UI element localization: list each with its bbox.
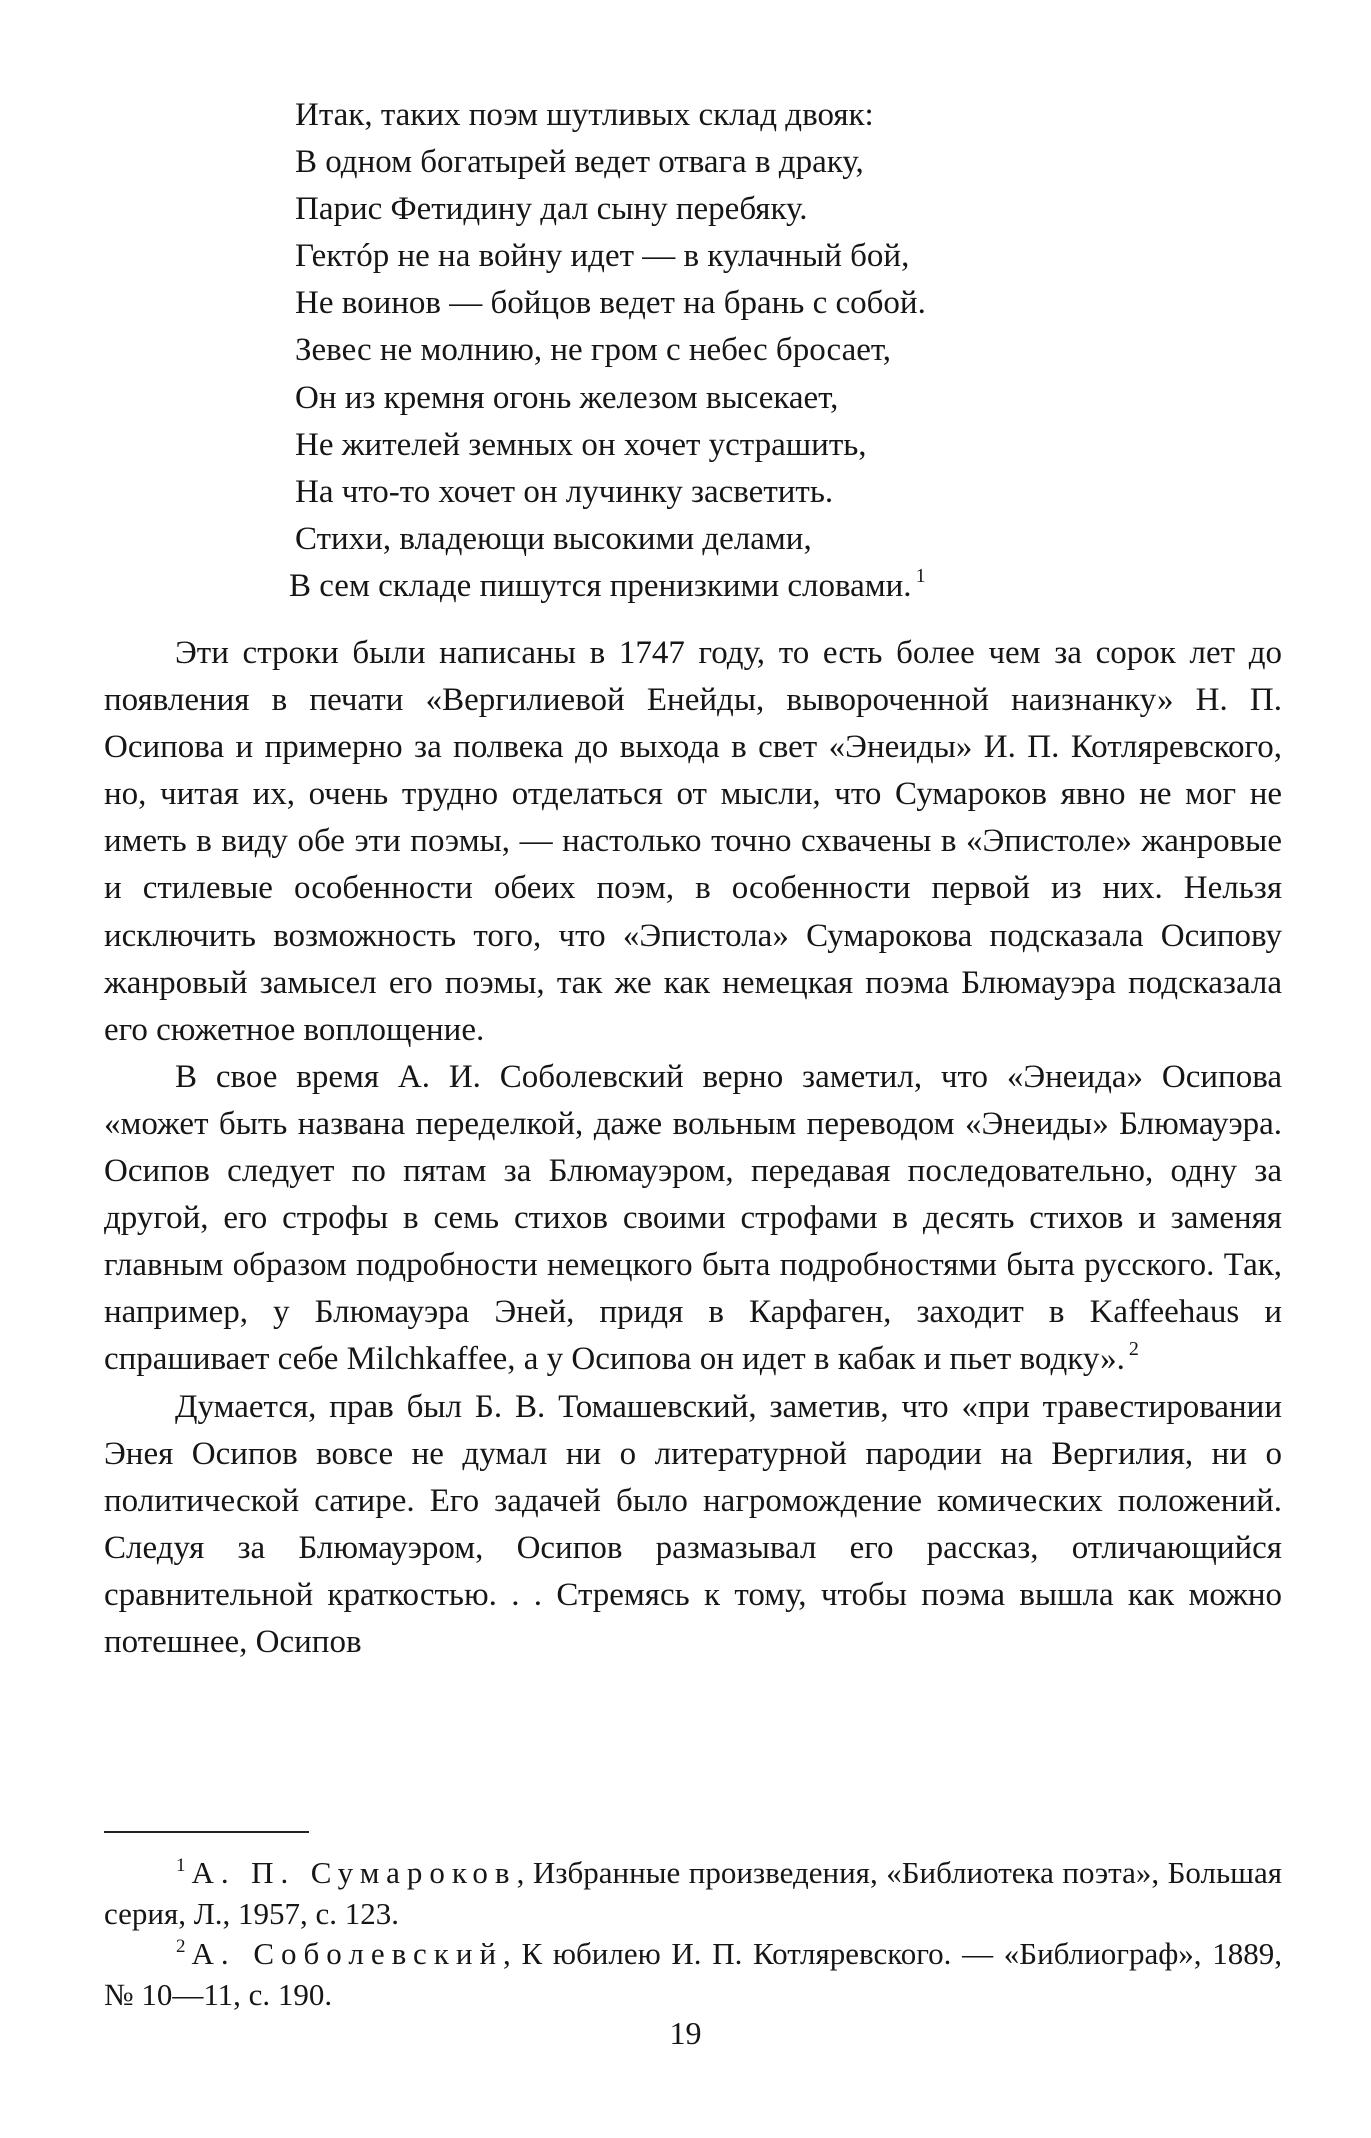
poem-line: Не воинов — бойцов ведет на брань с собой. [295,285,926,322]
poem-line: Гектóр не на войну идет — в кулачный бой, [295,238,910,275]
paragraph: Думается, прав был Б. В. Томашевский, заметив, что «при травестировании Энея Осипов вовсе не думал ни о литературной пародии на Вергилия, ни о политической сатире. Его задачей было нагромождение комических положений. Следуя за Блюмауэром, Осипов размазывал его рассказ, отличающийся сравнительной краткостью. . . Стремясь к тому, чтобы поэма вышла как можно потешнее, Осипов [104,1388,1282,1660]
poem-line [289,563,1195,610]
poem-line: Итак, таких поэм шутливых склад двояк: [295,97,874,133]
poem-line: Зевес не молнию, не гром с небес бросает, [295,332,892,369]
paragraph-text: В свое время А. И. Соболевский верно заметил, что «Энеида» Осипова «может быть названа переделкой, даже вольным переводом «Энеиды» Блюмауэра. Осипов следует по пятам за Блюмауэром, передавая последовательно, одну за другой, его строфы в семь стихов своими строфами в десять стихов и заменяя главным образом подробности немецкого быта подробностями быта русского. Так, например, у Блюмауэра Эней, придя в Карфаген, заходит в Kaffeehaus и спрашивает себе Milchkaffee, а у Осипова он идет в кабак и пьет водку». [104,1058,1282,1378]
poem-line: Парис Фетидину дал сыну перебяку. [295,191,808,228]
poem-line: В одном богатырей ведет отвага в драку, [295,144,864,181]
poem-quotation [289,92,1195,610]
paragraph [104,1054,1282,1384]
body-text [104,630,1282,1666]
poem-line: Он из кремня огонь железом высекает, [295,379,839,416]
footnote-author: А. Соболевский [191,1936,504,1971]
poem-line: Не жителей земных он хочет устрашить, [295,426,867,463]
poem-line: На что-то хочет он лучинку засветить. [295,473,834,510]
footnote-marker: 1 [176,1855,186,1876]
page-number: 19 [669,2015,702,2051]
footnote [104,1853,1282,1934]
footnote-separator [104,1831,309,1833]
poem-line-text: В сем складе пишутся пренизкими словами. [289,567,912,604]
footnote [104,1934,1282,2015]
poem-line: Стихи, владеющи высокими делами, [295,520,812,557]
footnote-ref-2: 2 [1128,1338,1139,1361]
footnote-ref-1: 1 [915,564,926,587]
footnote-marker: 2 [176,1936,186,1957]
footnote-author: А. П. Сумароков [191,1855,517,1890]
paragraph: Эти строки были написаны в 1747 году, то есть более чем за сорок лет до появления в печати «Вергилиевой Енейды, вывороченной наизнанку» Н. П. Осипова и примерно за полвека до выхода в свет «Энеиды» И. П. Котляревского, но, читая их, очень трудно отделаться от мысли, что Сумароков явно не мог не иметь в виду обе эти поэмы, — настолько точно схвачены в «Эпистоле» жанровые и стилевые особенности обеих поэм, в особенности первой из них. Нельзя исключить возможность того, что «Эпистола» Сумарокова подсказала Осипову жанровый замысел его поэмы, так же как немецкая поэма Блюмауэра подсказала его сюжетное воплощение. [104,635,1282,1048]
footnote-text: , К юбилею И. П. Котляревского. — «Библиограф», 1889, № 10—11, с. 190. [104,1936,1282,2012]
footnote-text: , Избранные произведения, «Библиотека поэта», Большая серия, Л., 1957, с. 123. [104,1855,1282,1931]
footnotes [104,1853,1282,2015]
